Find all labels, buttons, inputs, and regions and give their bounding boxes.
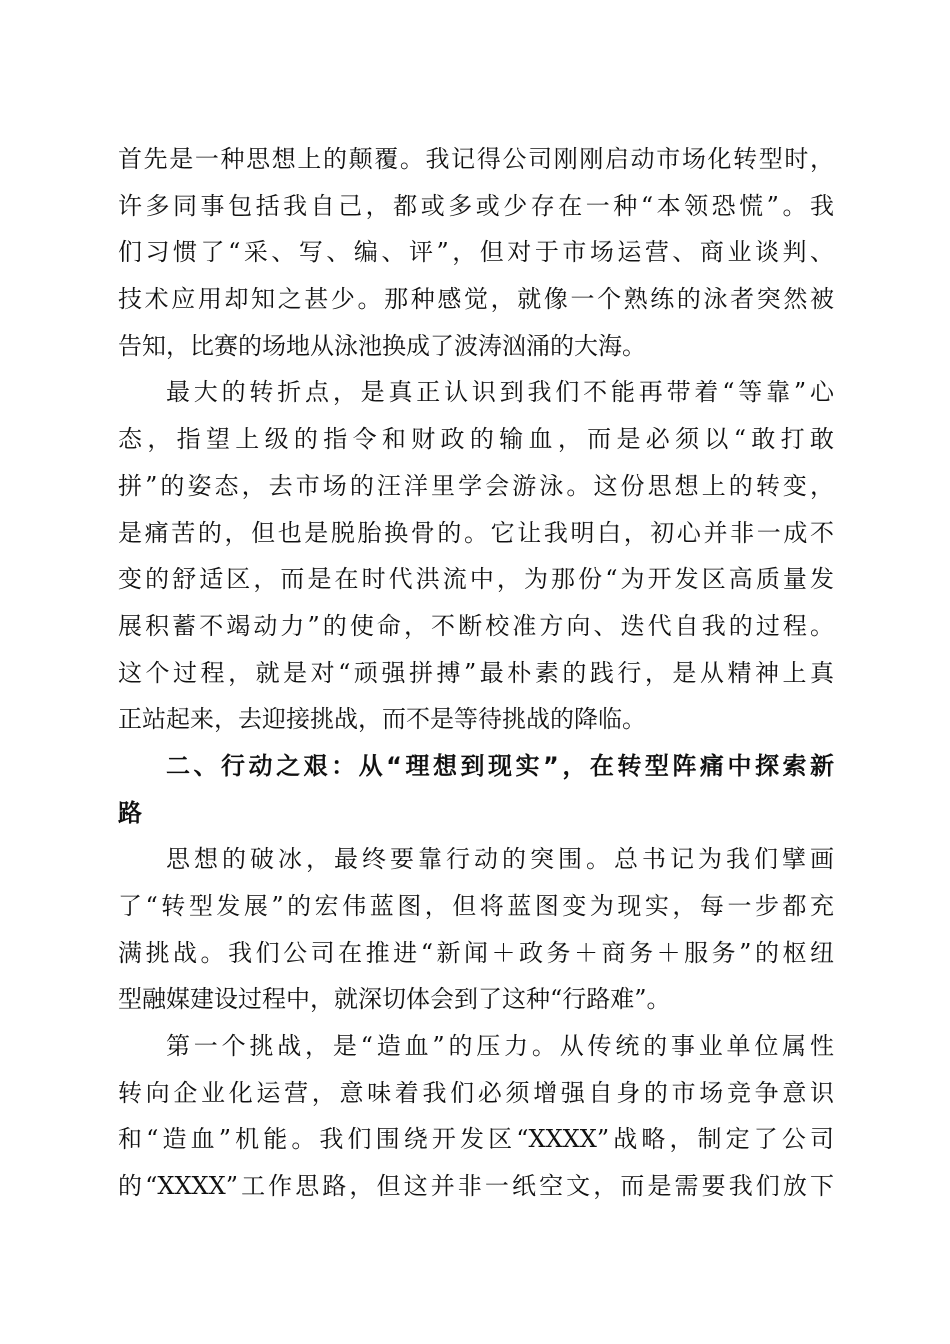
text-line: 首先是一种思想上的颠覆。我记得公司刚刚启动市场化转型时， bbox=[118, 145, 834, 173]
text-line: 们习惯了“采、写、编、评”，但对于市场运营、商业谈判、 bbox=[118, 238, 834, 267]
text-line: 和“造血”机能。我们围绕开发区“XXXX”战略，制定了公司 bbox=[118, 1125, 834, 1154]
text-line: 思想的破冰，最终要靠行动的突围。总书记为我们擘画 bbox=[166, 845, 834, 874]
document-body bbox=[118, 136, 834, 1210]
text-line: 拼”的姿态，去市场的汪洋里学会游泳。这份思想上的转变， bbox=[118, 471, 834, 500]
text-line: 态，指望上级的指令和财政的输血，而是必须以“敢打敢 bbox=[118, 425, 834, 454]
text-line: 型融媒建设过程中，就深切体会到了这种“行路难”。 bbox=[118, 985, 671, 1014]
text-line: 了“转型发展”的宏伟蓝图，但将蓝图变为现实，每一步都充 bbox=[118, 892, 834, 920]
text-line: 这个过程，就是对“顽强拼搏”最朴素的践行，是从精神上真 bbox=[118, 658, 834, 687]
paragraph bbox=[118, 836, 834, 1023]
text-line: 正站起来，去迎接挑战，而不是等待挑战的降临。 bbox=[118, 705, 646, 734]
text-line: 技术应用却知之甚少。那种感觉，就像一个熟练的泳者突然被 bbox=[118, 285, 834, 314]
text-line: 变的舒适区，而是在时代洪流中，为那份“为开发区高质量发 bbox=[118, 565, 834, 594]
text-line: 许多同事包括我自己，都或多或少存在一种“本领恐慌”。我 bbox=[118, 191, 834, 220]
heading-line: 路 bbox=[118, 798, 142, 827]
paragraph bbox=[118, 1023, 834, 1210]
text-line: 第一个挑战，是“造血”的压力。从传统的事业单位属性 bbox=[166, 1032, 834, 1061]
text-line: 满挑战。我们公司在推进“新闻＋政务＋商务＋服务”的枢纽 bbox=[118, 938, 834, 967]
text-line: 转向企业化运营，意味着我们必须增强自身的市场竞争意识 bbox=[118, 1078, 834, 1107]
text-line: 是痛苦的，但也是脱胎换骨的。它让我明白，初心并非一成不 bbox=[118, 518, 834, 547]
text-line: 的“XXXX”工作思路，但这并非一纸空文，而是需要我们放下 bbox=[118, 1172, 834, 1201]
paragraph bbox=[118, 136, 834, 369]
section-heading bbox=[118, 743, 834, 836]
text-line: 展积蓄不竭动力”的使命，不断校准方向、迭代自我的过程。 bbox=[118, 611, 834, 640]
paragraph bbox=[118, 369, 834, 743]
text-line: 最大的转折点，是真正认识到我们不能再带着“等靠”心 bbox=[166, 378, 834, 407]
heading-line: 二、行动之艰：从“理想到现实”，在转型阵痛中探索新 bbox=[166, 751, 834, 780]
text-line: 告知，比赛的场地从泳池换成了波涛汹涌的大海。 bbox=[118, 331, 646, 360]
